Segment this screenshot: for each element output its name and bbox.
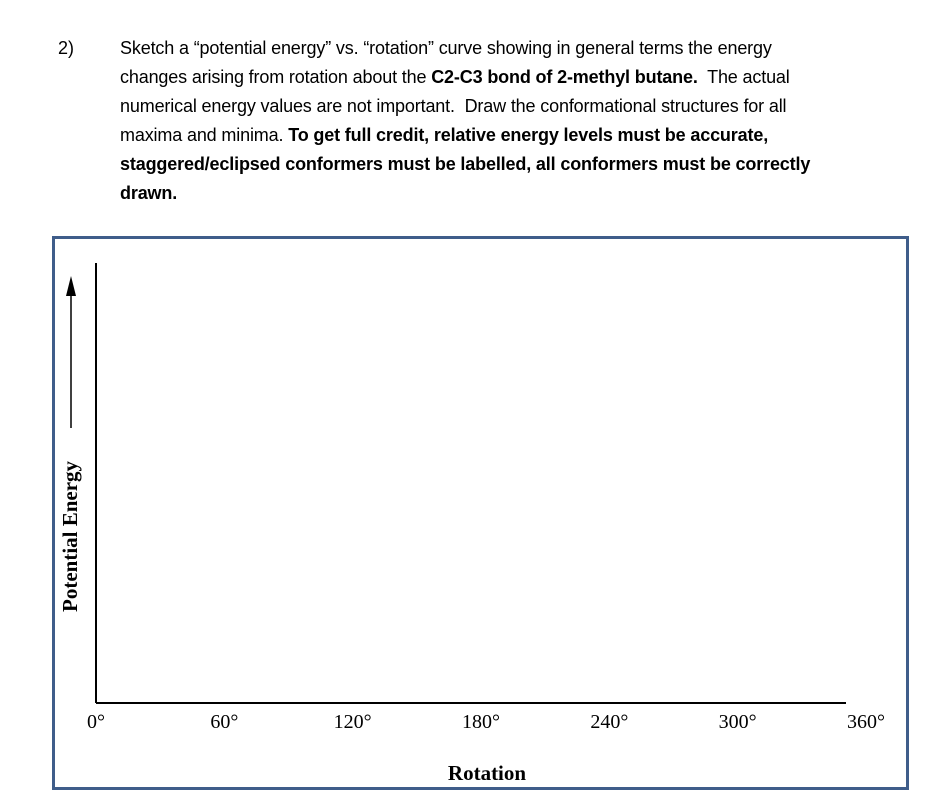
question-run: changes arising from rotation about the (120, 67, 432, 87)
question-run: numerical energy values are not important. Draw the conformational structures for all (120, 96, 787, 116)
question-run: Sketch a “potential energy” vs. “rotation” curve showing in general terms the energy (120, 38, 772, 58)
question-run: maxima and minima. (120, 125, 289, 145)
x-tick-label: 240° (590, 711, 629, 733)
x-tick-label: 180° (462, 711, 500, 733)
question-emphasis: C2-C3 bond of 2-methyl butane. (431, 67, 698, 87)
question-number: 2) (58, 38, 75, 58)
question-emphasis: To get full credit, relative energy levels must be accurate, (288, 125, 769, 145)
x-tick-label: 0° (87, 711, 105, 733)
y-axis-label: Potential Energy (58, 460, 82, 612)
x-axis-label: Rotation (447, 761, 527, 785)
y-axis-arrowhead (66, 276, 76, 296)
y-axis-label-group (58, 276, 82, 612)
question-emphasis: staggered/eclipsed conformers must be labelled, all conformers must be correctly (120, 154, 811, 174)
x-tick-label: 60° (210, 711, 239, 733)
x-tick-label: 300° (718, 711, 757, 733)
x-tick-label: 360° (847, 711, 885, 733)
x-tick-label: 120° (333, 711, 372, 733)
question-run: The actual (697, 67, 790, 87)
x-tick-labels (87, 711, 885, 733)
question-emphasis: drawn. (120, 183, 178, 203)
